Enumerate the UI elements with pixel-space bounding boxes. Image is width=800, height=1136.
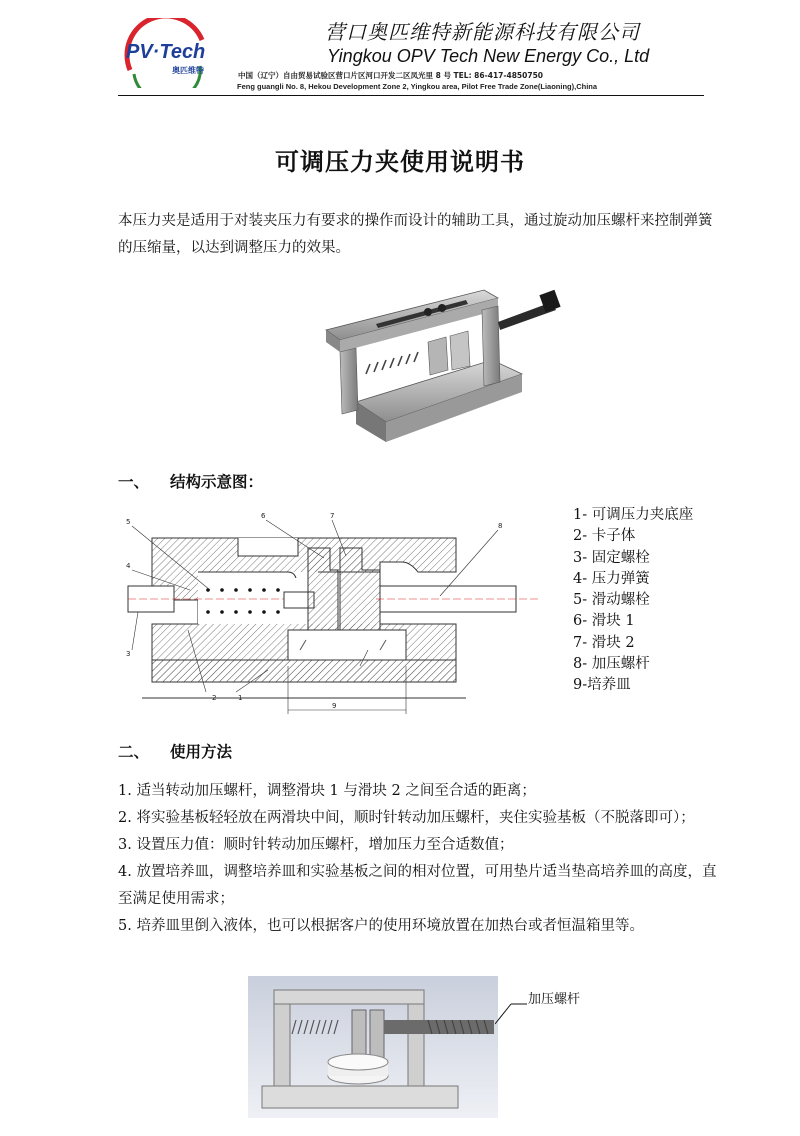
list-item: 1- 可调压力夹底座 bbox=[573, 507, 694, 523]
step-item: 1. 适当转动加压螺杆，调整滑块 1 与滑块 2 之间至合适的距离； bbox=[118, 783, 536, 799]
header-divider bbox=[118, 95, 704, 96]
step-item: 3. 设置压力值：顺时针转动加压螺杆，增加压力至合适数值； bbox=[118, 837, 514, 853]
section-heading-usage bbox=[118, 740, 232, 762]
company-logo bbox=[110, 18, 230, 88]
diagram-label: 8 bbox=[498, 522, 503, 530]
step-item: 2. 将实验基板轻轻放在两滑块中间，顺时针转动加压螺杆，夹住实验基板（不脱落即可）； bbox=[118, 810, 695, 826]
document-title: 可调压力夹使用说明书 bbox=[275, 148, 525, 176]
structure-diagram bbox=[118, 500, 560, 725]
diagram-label: 9 bbox=[332, 702, 337, 710]
list-item: 7- 滑块 2 bbox=[573, 634, 635, 651]
list-item: 3- 固定螺栓 bbox=[573, 549, 650, 566]
intro-paragraph: 本压力夹是适用于对装夹压力有要求的操作而设计的辅助工具，通过旋动加压螺杆来控制弹簧的压缩量，以达到调整压力的效果。 bbox=[118, 213, 713, 256]
address-en: Feng guangli No. 8, Hekou Development Zone 2, Yingkou area, Pilot Free Trade Zone(Liaoning),China bbox=[237, 82, 598, 91]
section-number: 二、 bbox=[118, 743, 150, 761]
section-title: 使用方法 bbox=[170, 743, 233, 761]
diagram-label: 4 bbox=[126, 562, 131, 570]
list-item: 9-培养皿 bbox=[573, 677, 631, 694]
product-photo bbox=[316, 282, 564, 442]
list-item: 5- 滑动螺栓 bbox=[573, 592, 650, 609]
address-cn: 中国（辽宁）自由贸易试验区营口片区河口开发二区凤光里 8 号 TEL: 86-417-4850750 bbox=[238, 71, 544, 80]
company-name-cn: 营口奥匹维特新能源科技有限公司 bbox=[325, 20, 640, 44]
list-item: 4- 压力弹簧 bbox=[573, 570, 650, 587]
parts-list bbox=[573, 505, 693, 697]
list-item: 2- 卡子体 bbox=[573, 528, 636, 545]
logo-subtext: 奥匹维特 bbox=[172, 66, 204, 75]
diagram-label: 1 bbox=[238, 694, 243, 702]
section-title: 结构示意图： bbox=[170, 473, 264, 491]
section-heading-structure bbox=[118, 470, 263, 492]
list-item: 8- 加压螺杆 bbox=[573, 656, 650, 673]
logo-text: PV·Tech bbox=[126, 41, 206, 63]
diagram-label: 6 bbox=[261, 512, 266, 520]
diagram-label: 7 bbox=[330, 512, 335, 520]
section-number: 一、 bbox=[118, 473, 150, 491]
step-item: 5. 培养皿里倒入液体，也可以根据客户的使用环境放置在加热台或者恒温箱里等。 bbox=[118, 918, 644, 934]
diagram-label: 5 bbox=[126, 518, 131, 526]
usage-steps bbox=[118, 778, 718, 940]
diagram-label: 3 bbox=[126, 650, 131, 658]
callout-leader bbox=[495, 996, 529, 1026]
list-item: 6- 滑块 1 bbox=[573, 613, 635, 630]
callout-label: 加压螺杆 bbox=[528, 992, 581, 1007]
company-name-en: Yingkou OPV Tech New Energy Co., Ltd bbox=[327, 46, 650, 66]
product-render bbox=[248, 976, 498, 1118]
diagram-label: 2 bbox=[212, 694, 217, 702]
step-item: 4. 放置培养皿，调整培养皿和实验基板之间的相对位置，可用垫片适当垫高培养皿的高度，直至满足使用需求； bbox=[118, 864, 717, 907]
